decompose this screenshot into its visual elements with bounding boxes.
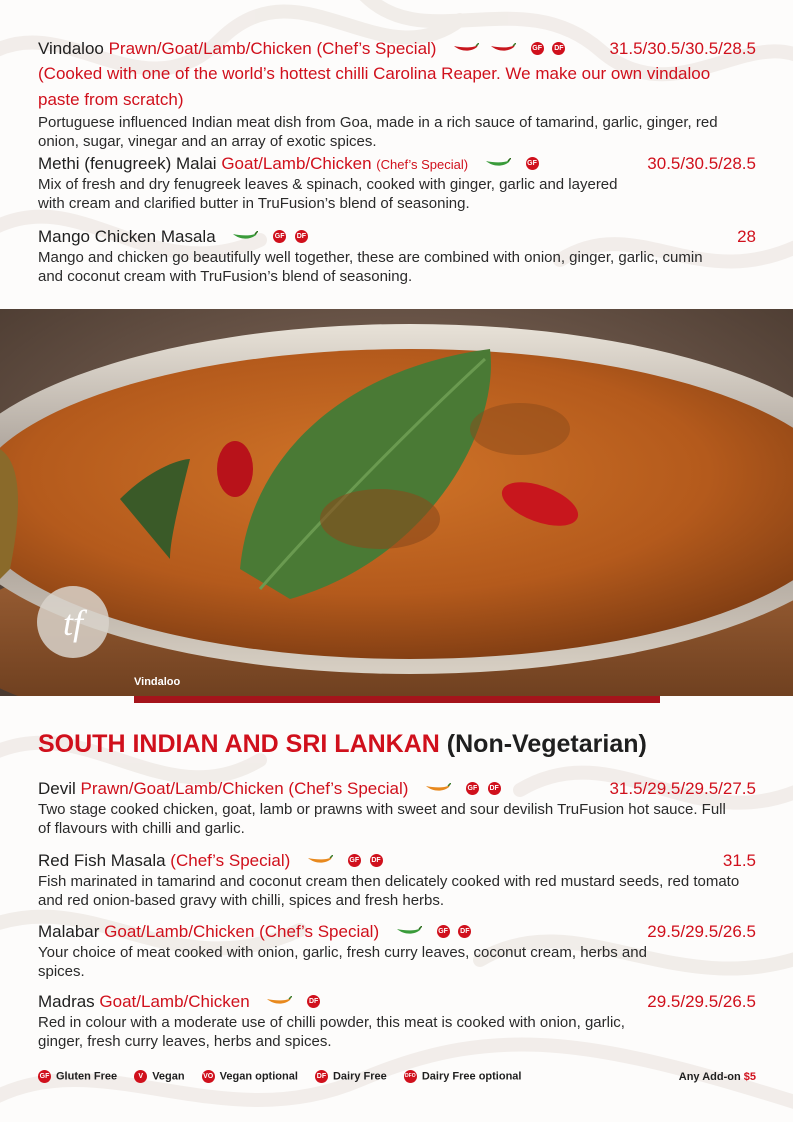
dietary-icons — [232, 225, 307, 247]
item-options: (Chef’s Special) — [170, 851, 291, 870]
item-description: Fish marinated in tamarind and coconut cream then delicately cooked with red mustard seeds, red tomato and red onion-based gravy with chilli, spices and fresh herbs. — [38, 873, 740, 909]
orange-chilli-icon — [266, 996, 292, 1006]
green-chilli-icon — [396, 926, 422, 936]
dairy-free-badge: DF — [295, 230, 308, 243]
item-options: Prawn/Goat/Lamb/Chicken (Chef’s Special) — [108, 39, 437, 58]
item-name: Vindaloo — [38, 39, 104, 58]
dairy-free-badge: DF — [552, 42, 565, 55]
dairy-free-badge: DF — [370, 854, 383, 867]
addon-price: $5 — [743, 1071, 756, 1083]
item-options: Goat/Lamb/Chicken (Chef’s Special) — [104, 922, 380, 941]
legend-item-dairy-free — [315, 1070, 387, 1083]
item-description: Red in colour with a moderate use of chilli powder, this meat is cooked with onion, garlic, ginger, fresh curry leaves, herbs and spices. — [38, 1014, 625, 1050]
red-chilli-icon — [490, 43, 516, 53]
dietary-icons — [307, 849, 382, 871]
legend-item-vegan-optional — [202, 1070, 298, 1083]
section-subtitle: (Non-Vegetarian) — [446, 730, 647, 758]
green-chilli-icon — [232, 231, 258, 241]
item-price: 29.5/29.5/26.5 — [647, 992, 756, 1011]
dairy-free-badge: DF — [488, 782, 501, 795]
item-price: 28 — [737, 227, 756, 246]
menu-item-madras — [38, 991, 756, 1051]
item-name: Red Fish Masala — [38, 851, 166, 870]
dietary-icons — [425, 777, 500, 799]
photo-caption: Vindaloo — [134, 676, 181, 688]
item-description: Mix of fresh and dry fenugreek leaves & spinach, cooked with ginger, garlic and layered with cream and clarified butter in TruFusion’s blend of seasoning. — [38, 176, 618, 212]
item-price: 31.5/30.5/30.5/28.5 — [609, 39, 756, 58]
dairy-free-badge: DF — [315, 1070, 328, 1083]
menu-item-red-fish-masala — [38, 850, 756, 910]
legend-label: Dairy Free — [332, 1070, 387, 1083]
item-price: 29.5/29.5/26.5 — [647, 922, 756, 941]
legend-label: Dairy Free optional — [421, 1070, 522, 1083]
svg-text:tf: tf — [62, 603, 84, 643]
menu-item-devil — [38, 778, 756, 838]
item-price: 31.5 — [722, 851, 756, 870]
legend-item-vegan — [134, 1070, 184, 1083]
vegan-badge: V — [134, 1070, 147, 1083]
vegan-optional-badge: VO — [202, 1070, 215, 1083]
legend-label: Vegan optional — [219, 1070, 298, 1083]
item-name: Mango Chicken Masala — [38, 227, 216, 246]
red-chilli-icon — [453, 43, 479, 53]
dairy-free-optional-badge: DFO — [404, 1070, 417, 1083]
food-photo-vindaloo — [0, 309, 793, 696]
dietary-icons — [485, 152, 539, 174]
item-description: Two stage cooked chicken, goat, lamb or prawns with sweet and sour devilish TruFusion hot sauce. Full of flavours with chilli and garlic. — [38, 801, 726, 837]
menu-item-mango-chicken-masala — [38, 226, 756, 286]
item-description: Mango and chicken go beautifully well together, these are combined with onion, ginger, garlic, cumin and coconut cream with TruFusion’s blend of seasoning. — [38, 249, 703, 285]
orange-chilli-icon — [425, 783, 451, 793]
legend-label: Gluten Free — [56, 1070, 118, 1083]
item-description: Portuguese influenced Indian meat dish from Goa, made in a rich sauce of tamarind, garlic, ginger, red onion, sugar, vinegar and an array of exotic spices. — [38, 114, 718, 150]
gluten-free-badge: GF — [38, 1070, 51, 1083]
dairy-free-badge: DF — [458, 925, 471, 938]
green-chilli-icon — [485, 158, 511, 168]
legend-item-gluten-free — [38, 1070, 117, 1083]
dietary-icons — [396, 920, 471, 942]
gluten-free-badge: GF — [531, 42, 544, 55]
section-heading — [38, 730, 647, 759]
item-options: Prawn/Goat/Lamb/Chicken (Chef’s Special) — [80, 779, 409, 798]
dietary-legend — [38, 1070, 756, 1086]
menu-item-vindaloo — [38, 38, 756, 151]
item-price: 30.5/30.5/28.5 — [647, 154, 756, 173]
item-name: Devil — [38, 779, 76, 798]
gluten-free-badge: GF — [348, 854, 361, 867]
addon-label: Any Add-on — [678, 1071, 741, 1083]
item-note: (Cooked with one of the world’s hottest chilli Carolina Reaper. We make our own vindaloo paste from scratch) — [38, 64, 711, 109]
item-name: Methi (fenugreek) Malai — [38, 154, 217, 173]
curry-bowl-illustration — [0, 309, 793, 696]
menu-item-methi-malai — [38, 153, 756, 213]
item-price: 31.5/29.5/29.5/27.5 — [609, 779, 756, 798]
dietary-icons — [266, 990, 320, 1012]
gluten-free-badge: GF — [526, 157, 539, 170]
item-name: Malabar — [38, 922, 100, 941]
item-options: Goat/Lamb/Chicken — [221, 154, 372, 173]
orange-chilli-icon — [307, 855, 333, 865]
dairy-free-badge: DF — [307, 995, 320, 1008]
item-description: Your choice of meat cooked with onion, garlic, fresh curry leaves, coconut cream, herbs and spices. — [38, 944, 647, 980]
legend-label: Vegan — [152, 1070, 185, 1083]
item-options-note: (Chef’s Special) — [376, 157, 469, 172]
item-name: Madras — [38, 992, 95, 1011]
legend-item-dairy-free-optional — [404, 1070, 522, 1083]
addon-note — [679, 1071, 756, 1083]
gluten-free-badge: GF — [466, 782, 479, 795]
gluten-free-badge: GF — [273, 230, 286, 243]
menu-item-malabar — [38, 921, 756, 981]
gluten-free-badge: GF — [437, 925, 450, 938]
dietary-icons — [453, 37, 565, 59]
section-divider-bar — [134, 696, 660, 703]
item-options: Goat/Lamb/Chicken — [99, 992, 250, 1011]
section-title: SOUTH INDIAN AND SRI LANKAN — [38, 730, 440, 758]
